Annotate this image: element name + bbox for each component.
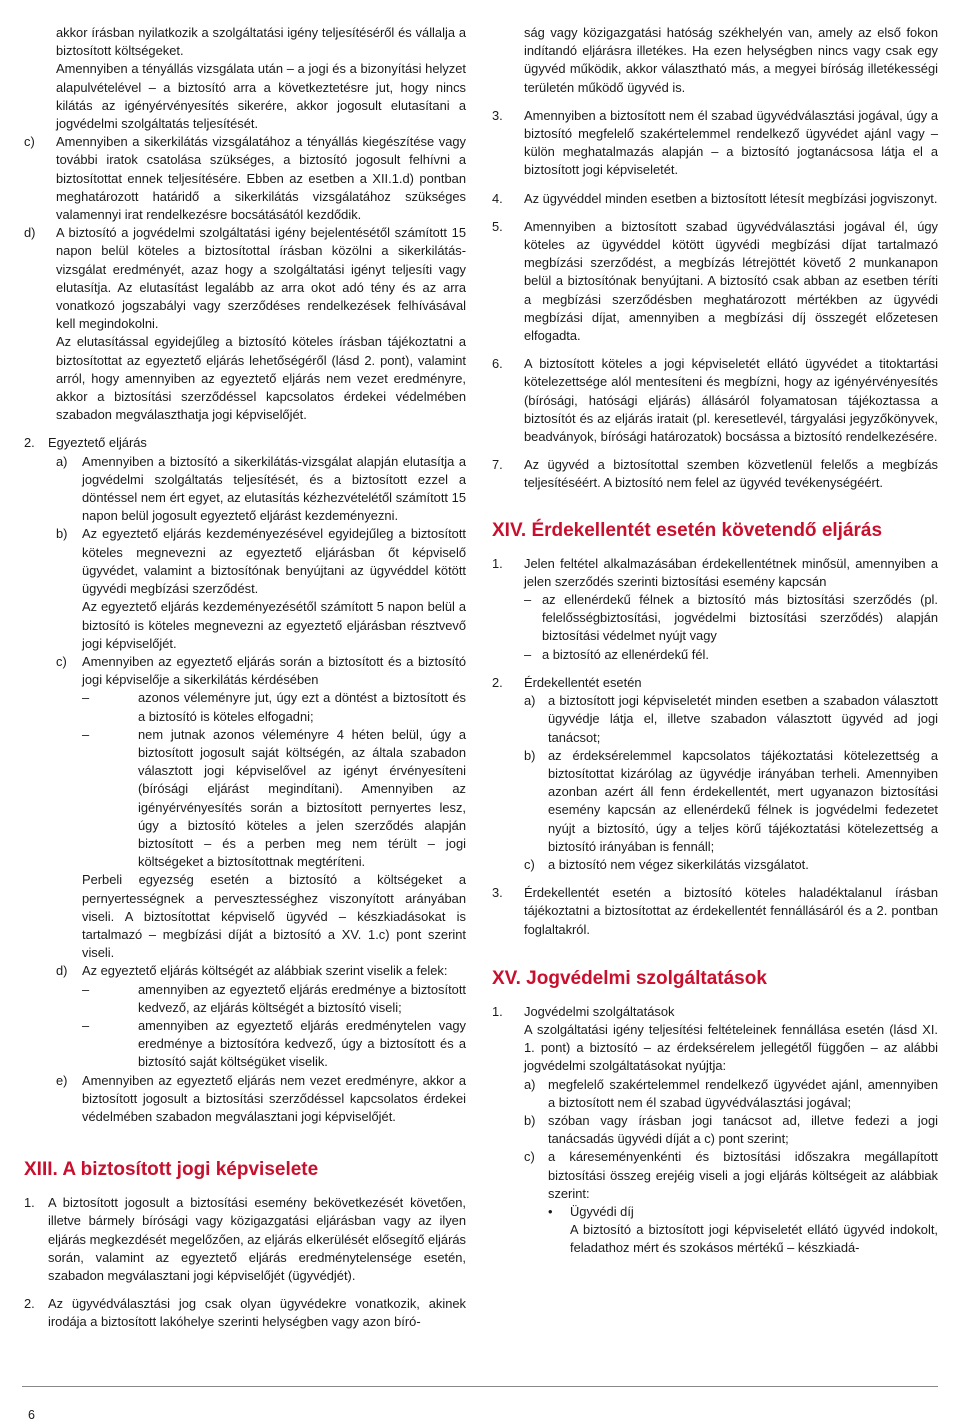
text-continuation: ság vagy közigazgatási hatóság székhelyén van, amely az első fokon indítandó eljárásra illetékes. Ha ezen helységben nincs vagy csak egy ügyvéd működik, akkor választható más, a megyei bíróság illetékességi területén működő ügyvéd is. [524, 25, 938, 95]
list-item-2e [56, 1072, 466, 1127]
list-item-7 [492, 456, 938, 492]
list-item-xiii-1 [24, 1194, 466, 1285]
list-item-d [24, 224, 466, 424]
dash-text: azonos véleményre jut, úgy ezt a döntést a biztosított és a biztosító is köteles elfogadni; [138, 690, 466, 724]
item-marker: a) [56, 453, 68, 469]
item-marker: 1. [492, 555, 503, 571]
item-text: A biztosított jogosult a biztosítási esemény bekövetkezését követően, illetve bármely bírósági vagy közigazgatási eljárásban vagy az ilyen eljárás megkezdését megelőzően, az eljárás elkerülését elősegítő eljárás során, valamint az egyeztető eljárás eredménytelensége esetén, szabadon megválasztani jogi képviselőjét (ügyvédjét). [48, 1195, 466, 1283]
item-text: az érdeksérelemmel kapcsolatos tájékoztatási kötelezettség a biztosítottat kizárólag az ügyvédje irányában terheli. Amennyiben azonban azért áll fenn érdekellentét, mert ugyanazon biztosítási esemény kapcsán az ellenérdekű félnek is jogvédelmi fedezetet nyújt a biztosító, úgy a teljes körű tájékoztatási kötelezettség a biztosító irányában is fennáll; [548, 747, 938, 854]
list-item-xiv-1 [492, 555, 938, 664]
item-text: Az elutasítással egyidejűleg a biztosító köteles írásban tájékoztatni a biztosítottat az egyeztető eljárás lehetőségéről (lásd 2. pont), valamint arról, hogy amennyiben az egyeztető eljárás nem vezet eredményre, akkor a biztosítási szerződéssel kapcsolatos érdekei védelmében szabadon megválaszthatja jogi képviselőjét. [56, 334, 466, 423]
left-column [24, 24, 466, 1332]
item-title: Ügyvédi díj [570, 1203, 634, 1219]
item-text: Az egyeztető eljárás kezdeményezésétől számított 5 napon belül a biztosító is köteles megnevezni az egyeztető eljárásban résztvevő jogi képviselőjét. [82, 599, 466, 651]
footer-rule [22, 1386, 938, 1387]
item-text: Az ügyvéddel minden esetben a biztosított létesít megbízási jogviszonyt. [524, 190, 938, 206]
list-item-6 [492, 355, 938, 446]
page-number: 6 [28, 1408, 35, 1422]
item-marker: c) [524, 1149, 535, 1165]
list-item-2b [56, 525, 466, 652]
dash-item: – amennyiben az egyeztető eljárás eredménytelen vagy eredménye a biztosítóra kedvező, úgy a biztosított és a biztosító saját költségüket viselik. [82, 1017, 466, 1072]
item-text: Az egyeztető eljárás költségét az alábbiak szerint viselik a felek: [82, 963, 448, 979]
dash-item: – amennyiben az egyeztető eljárás eredménye a biztosított kedvező, az eljárás költségét a biztosító viseli; [82, 981, 466, 1017]
item-marker: d) [56, 963, 68, 979]
dash-item: – a biztosító az ellenérdekű fél. [524, 646, 938, 664]
item-text: A biztosító a jogvédelmi szolgáltatási igény bejelentésétől számított 15 napon belül köteles a biztosítottal írásban közölni a sikerkilátás-vizsgálat eredményét, azaz hogy a szolgáltatási igényt teljesíti vagy elutasítja. Az elutasítást legalább az arra okot adó tény és az arra vonatkozó jogszabályi vagy szerződéses rendelkezések felhívásával kell megindokolni. [56, 225, 466, 332]
item-marker: a) [524, 693, 536, 709]
item-text: a biztosító nem végez sikerkilátás vizsgálatot. [548, 856, 809, 872]
item-marker: 3. [492, 885, 503, 901]
dash-text: az ellenérdekű félnek a biztosító más biztosítási szerződés (pl. felelősségbiztosítási, jogvédelmi biztosítási szerződés) alapján biztosítási védelmet nyújt vagy [542, 592, 938, 644]
text-intro-2: Amennyiben a tényállás vizsgálata után – a jogi és a bizonyítási helyzet alapulvételével – a biztosító arra a következtetésre jut, hogy nincs kilátás az igényérvényesítés sikerére, akkor jogosult elutasítani a jogvédelmi szolgáltatás teljesítését. [56, 61, 466, 132]
list-item-2d [56, 962, 466, 1071]
item-text: Érdekellentét esetén a biztosító köteles haladéktalanul írásban tájékoztatni a biztosítottat az érdekellentét fennállásáról és a 2. pontban foglaltakról. [524, 885, 938, 937]
dash-item: – azonos véleményre jut, úgy ezt a döntést a biztosított és a biztosító is köteles elfogadni; [82, 689, 466, 725]
list-item-3 [492, 107, 938, 180]
dash-item: – az ellenérdekű félnek a biztosító más biztosítási szerződés (pl. felelősségbiztosítási, jogvédelmi biztosítási szerződés) alapján biztosítási védelmet nyújt vagy [524, 591, 938, 646]
dash-text: nem jutnak azonos véleményre 4 héten belül, úgy a biztosított jogosult saját költségén, az általa szabadon választott jogi képviselővel az igényt érvényesíteni (bírósági eljárást megindítani). Amennyiben az igényérvényesítés során a biztosított pernyertes lesz, úgy a biztosító köteles a jelen szerződés alapján biztosított – és a perben meg nem térült – jogi költségeket a biztosítottnak megtéríteni. [138, 726, 466, 870]
bullet-icon: • [548, 1203, 553, 1219]
item-marker: 2. [24, 435, 35, 451]
list-item-c [24, 133, 466, 224]
item-marker: 2. [24, 1296, 35, 1312]
item-text: Amennyiben a biztosító a sikerkilátás-vizsgálat alapján elutasítja a jogvédelmi szolgáltatás teljesítését, és a biztosított ezzel a döntéssel nem ért egyet, az elutasítás kézhezvételétől számított 15 napon belül jogosult egyeztető eljárást kezdeményezni. [82, 453, 466, 524]
item-marker: 1. [24, 1195, 35, 1211]
item-marker: 6. [492, 356, 503, 372]
item-marker: 4. [492, 190, 503, 206]
list-item-2c [56, 653, 466, 962]
dash-text: amennyiben az egyeztető eljárás eredménytelen vagy eredménye a biztosítóra kedvező, úgy a biztosított és a biztosító saját költségüket viselik. [138, 1017, 466, 1070]
dash-text: amennyiben az egyeztető eljárás eredménye a biztosított kedvező, az eljárás költségét a biztosító viseli; [138, 981, 466, 1015]
item-text: Amennyiben az egyeztető eljárás során a biztosított és a biztosító jogi képviselője a sikerkilátás kérdésében [82, 653, 466, 688]
section-heading-xiii: XIII. A biztosított jogi képviselete [24, 1159, 319, 1181]
section-title: Egyeztető eljárás [48, 435, 147, 451]
list-item-xv-1 [492, 1003, 938, 1258]
paragraph [24, 24, 466, 133]
item-text: Perbeli egyezség esetén a biztosító a költségeket a pernyertességnek a pervesztességhez viszonyított arányában viseli. A biztosítottat képviselő ügyvéd – készkiadásokat is tartalmazó – megbízási díját a biztosító a XV. 1.c) pont szerint viseli. [82, 872, 466, 961]
item-marker: e) [56, 1072, 68, 1088]
item-text: Az ügyvédválasztási jog csak olyan ügyvédekre vonatkozik, akinek irodája a biztosított lakóhelye szerinti helységben vagy azon bíró- [48, 1296, 466, 1330]
list-item-xiv-2 [492, 674, 938, 874]
item-text: Amennyiben a biztosított nem él szabad ügyvédválasztási jogával, úgy a biztosító megfelelő szakértelemmel rendelkező ügyvédet ajánl vagy – külön meghatalmazás alapján – a biztosító jogtanácsosa látja el a biztosított jogi képviseletét. [524, 107, 938, 178]
item-marker: d) [24, 225, 36, 241]
item-text: Az egyeztető eljárás kezdeményezésével egyidejűleg a biztosított köteles megnevezni az egyeztető eljárásban őt képviselő ügyvédet, valamint a biztosítónak benyújtani az ügyvéddel kötött ügyvédi megbízási szerződést. [82, 526, 466, 597]
item-marker: c) [24, 134, 35, 150]
item-text: Érdekellentét esetén [524, 674, 642, 690]
item-marker: 5. [492, 218, 503, 234]
item-text: A biztosított köteles a jogi képviseletét ellátó ügyvédet a titoktartási kötelezettsége alól mentesíteni és megbízni, hogy az igényérvényesítés (bírósági, hatósági eljárás) állásáról folyamatosan tájékoztassa a biztosítót és az eljárás iratait (pl. keresetlevél, tárgyalási jegyzőkönyvek, beadványok, bírósági határozatok) bocsássa a biztosító rendelkezésére. [524, 356, 938, 445]
list-item-4 [492, 190, 938, 208]
section-2-heading [24, 434, 466, 452]
item-text: megfelelő szakértelemmel rendelkező ügyvédet ajánl, amennyiben a biztosított nem él szabad ügyvédválasztási jogával; [548, 1076, 938, 1110]
item-marker: c) [524, 856, 535, 872]
item-marker: 2. [492, 674, 503, 690]
section-heading-xv: XV. Jogvédelmi szolgáltatások [492, 967, 767, 989]
dash-text: a biztosító az ellenérdekű fél. [542, 646, 709, 662]
item-marker: b) [56, 526, 68, 542]
item-text: Amennyiben a biztosított szabad ügyvédválasztási jogával él, úgy köteles az ügyvéddel kötött ügyvédi megbízási díjat tartalmazó megbízási szerződést, a megbízás létrejöttét követő 2 munkanapon belül a biztosítónak benyújtani. A biztosító csak abban az esetben téríti a megbízási szerződésben meghatározott mértékben az ügyvédi megbízási díjat, amennyiben a megbízási díj összegét előzetesen elfogadta. [524, 218, 938, 344]
item-text: Amennyiben az egyeztető eljárás nem vezet eredményre, akkor a biztosított jogosult a biztosítási szerződéssel kapcsolatos érdekei védelmében szabadon megválasztani jogi képviselőjét. [82, 1072, 466, 1124]
item-title: Jogvédelmi szolgáltatások [524, 1003, 675, 1019]
right-column [492, 24, 938, 1258]
item-text: a káreseményenkénti és biztosítási időszakra megállapított biztosítási összeg erejéig viseli a jogi eljárás költségeit az alábbiak szerint: [548, 1149, 938, 1201]
item-marker: 7. [492, 457, 503, 473]
item-text: Amennyiben a sikerkilátás vizsgálatához a tényállás kiegészítése vagy további iratok csatolása szükséges, a biztosító jogosult felhívni a biztosítottat ennek teljesítésére. Ebben az esetben a XII.1.d) pontban meghatározott határidő a sikerkilátás vizsgálatához szükséges valamennyi irat rendelkezésre bocsátásától kezdődik. [56, 134, 466, 223]
item-text: szóban vagy írásban jogi tanácsot ad, illetve fedezi a jogi tanácsadás ügyvédi díját a c) pont szerint; [548, 1112, 938, 1147]
list-item-2a [56, 453, 466, 526]
item-marker: a) [524, 1076, 536, 1092]
item-marker: b) [524, 1112, 536, 1128]
item-text: A szolgáltatási igény teljesítési feltételeinek fennállása esetén (lásd XI. 1. pont) a biztosító – az érdeksérelem jellegétől függően – az alábbi jogvédelmi szolgáltatásokat nyújtja: [524, 1021, 938, 1074]
text-intro-1: akkor írásban nyilatkozik a szolgáltatási igény teljesítéséről és vállalja a biztosított költségeket. [56, 25, 466, 59]
item-marker: 3. [492, 107, 503, 123]
list-item-5 [492, 218, 938, 345]
item-text: A biztosító a biztosított jogi képviseletét ellátó ügyvéd indokolt, feladathoz mért és szokásos mértékű – készkiadá- [570, 1222, 938, 1256]
item-marker: c) [56, 653, 67, 669]
item-marker: 1. [492, 1003, 503, 1019]
item-text: a biztosított jogi képviseletét minden esetben a szabadon választott ügyvédje látja el, illetve szabadon választott ügyvéd ad jogi tanácsot; [548, 693, 938, 745]
list-item-xiv-3 [492, 884, 938, 939]
item-text: Jelen feltétel alkalmazásában érdekellentétnek minősül, amennyiben a jelen szerződés szerinti biztosítási esemény kapcsán [524, 555, 938, 589]
dash-item: – nem jutnak azonos véleményre 4 héten belül, úgy a biztosított jogosult saját költségén, az általa szabadon választott jogi képviselővel az igényt érvényesíteni (bírósági eljárást megindítani). Amennyiben az igényérvényesítés során a biztosított pernyertes lesz, úgy a biztosító köteles a jelen szerződés alapján biztosított – és a perben meg nem térült – jogi költségeket a biztosítottnak megtéríteni. [82, 726, 466, 872]
item-text: Az ügyvéd a biztosítottal szemben közvetlenül felelős a megbízás teljesítéséért. A biztosító nem felel az ügyvéd tevékenységéért. [524, 457, 938, 491]
list-item-xiii-2 [24, 1295, 466, 1331]
item-marker: b) [524, 747, 536, 763]
section-heading-xiv: XIV. Érdekellentét esetén követendő eljárás [492, 519, 883, 541]
